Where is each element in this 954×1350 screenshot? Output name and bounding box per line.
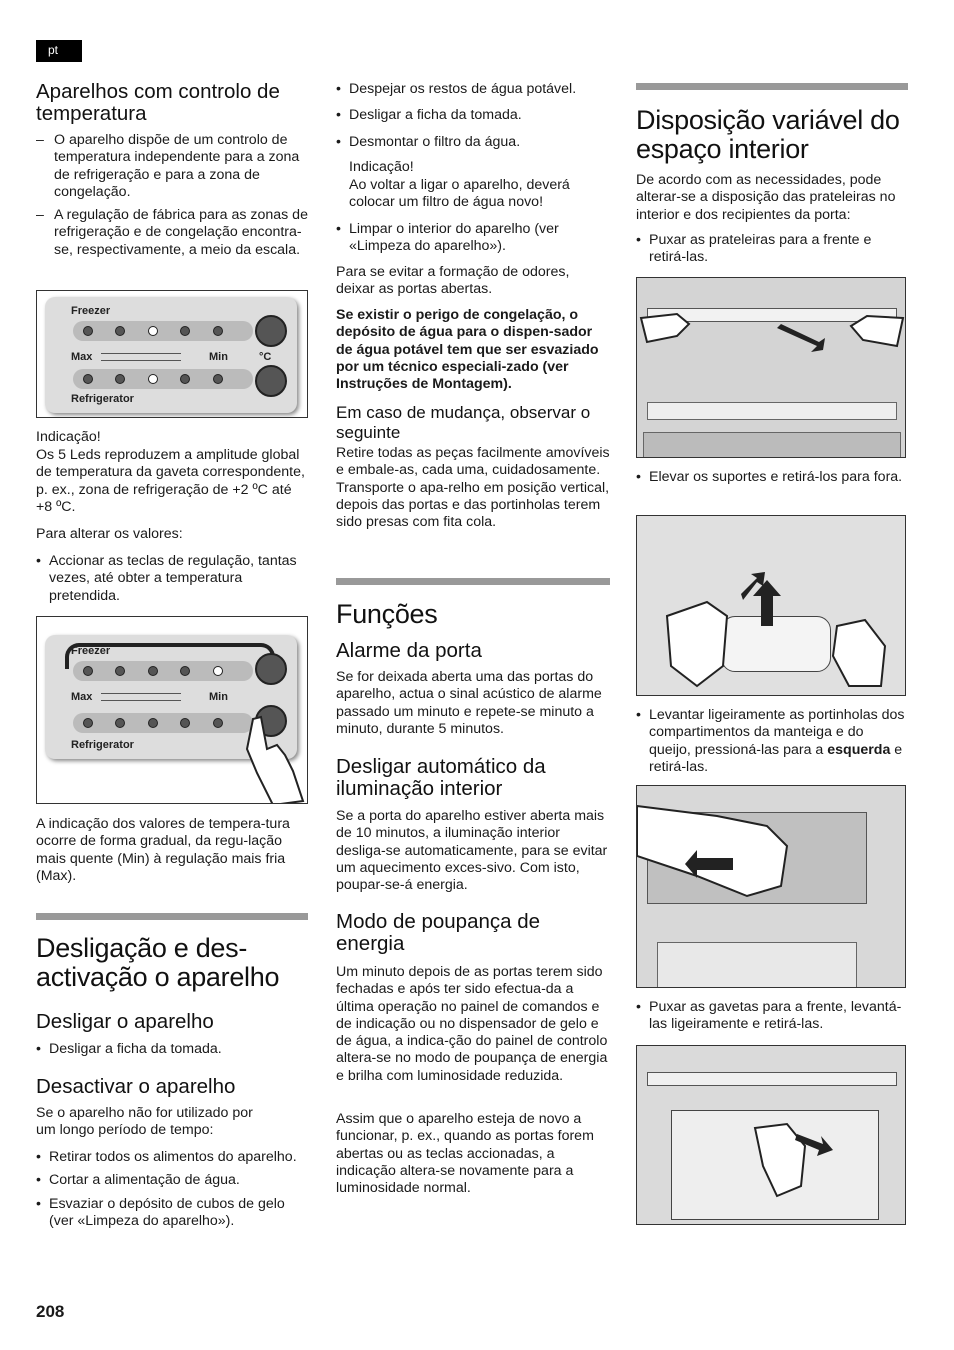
list-item: • Puxar as prateleiras para a frente e retirá-las. bbox=[636, 232, 908, 267]
unit-label: °C bbox=[259, 351, 272, 363]
drawer bbox=[643, 432, 901, 458]
list-item: • Cortar a alimentação de água. bbox=[36, 1172, 308, 1189]
list-item: • Esvaziar o depósito de cubos de gelo (ver «Limpeza do aparelho»). bbox=[36, 1196, 308, 1231]
freezer-adjust-button[interactable] bbox=[255, 315, 287, 347]
led bbox=[213, 374, 223, 384]
led bbox=[83, 374, 93, 384]
heading-auto-light: Desligar automático da iluminação interior bbox=[336, 755, 546, 800]
clean-list bbox=[336, 221, 610, 262]
layout-intro: De acordo com as necessidades, pode alterar-se a disposição das prateleiras no interior e dos recipientes da porta: bbox=[636, 172, 896, 223]
scale-lines bbox=[101, 353, 181, 361]
door-alarm-text: Se for deixada aberta uma das portas do aparelho, actua o sinal acústico de alarme passado um minuto e repete-se minuto a minuto, durante 5 minutos. bbox=[336, 669, 602, 737]
flap-direction: esquerda bbox=[827, 741, 891, 758]
note-title: Indicação! bbox=[36, 429, 101, 445]
flap-list bbox=[636, 707, 908, 782]
list-item: • Accionar as teclas de regulação, tantas vezes, até obter a temperatura pretendida. bbox=[36, 553, 308, 605]
refrigerator-label: Refrigerator bbox=[71, 393, 134, 405]
freezer-label: Freezer bbox=[71, 645, 111, 657]
refrigerator-label: Refrigerator bbox=[71, 739, 134, 751]
flap-text: Levantar ligeiramente as portinholas dos compartimentos da manteiga e do queijo, pressioná-las para a bbox=[649, 707, 905, 758]
max-label: Max bbox=[71, 351, 93, 363]
freezer-label: Freezer bbox=[71, 305, 111, 317]
refrigerator-led-row bbox=[73, 713, 253, 733]
deactivate-text: Se o aparelho não for utilizado por um longo período de tempo: bbox=[36, 1105, 253, 1139]
list-item bbox=[636, 707, 908, 776]
min-label: Min bbox=[209, 691, 228, 703]
list-item: • Puxar as gavetas para a frente, levantá-las ligeiramente e retirá-las. bbox=[636, 999, 908, 1034]
shelf-removal-photo bbox=[636, 277, 906, 458]
control-panel-figure bbox=[36, 290, 308, 418]
before-list bbox=[336, 81, 610, 157]
shelf-list bbox=[636, 232, 908, 273]
section-divider bbox=[36, 913, 308, 920]
page-number: 208 bbox=[36, 1302, 65, 1321]
auto-light-text: Se a porta do aparelho estiver aberta mais de 10 minutos, a iluminação interior desliga-se automaticamente, para se evitar um aquecimento exces-sivo. Com isto, poupar-se-á energia. bbox=[336, 808, 608, 894]
eco-text-1: Um minuto depois de as portas terem sido fechadas e após ter sido efectua-da a última operação no painel de comandos e de indicação ou no dispensador de gelo e de água, a indica-ção do painel de controlo altera-se no modo de poupança de energia e brilha com luminosidade reduzida. bbox=[336, 964, 608, 1084]
heading-deactivate: Desactivar o aparelho bbox=[36, 1075, 236, 1098]
max-label: Max bbox=[71, 691, 93, 703]
led bbox=[213, 718, 223, 728]
support-list bbox=[636, 469, 908, 492]
note-text: Ao voltar a ligar o aparelho, deverá colocar um filtro de água novo! bbox=[349, 177, 570, 211]
lift-arrows-icon bbox=[637, 516, 906, 696]
led-active bbox=[148, 326, 158, 336]
freezer-led-row bbox=[73, 321, 253, 341]
led bbox=[148, 718, 158, 728]
heading-turn-off: Desligar o aparelho bbox=[36, 1010, 214, 1033]
moving-text: Retire todas as peças facilmente amovíveis e embale-as, cada uma, cuidadosamente. Transporte o apa-relho em posição vertical, depois das portas e das portinholas terem sido presas com fita cola. bbox=[336, 445, 610, 531]
deactivate-list bbox=[36, 1149, 308, 1236]
alter-list bbox=[36, 553, 308, 611]
flap-removal-photo bbox=[636, 785, 906, 988]
led bbox=[115, 374, 125, 384]
lower-shelf bbox=[647, 402, 897, 420]
drawer-removal-photo bbox=[636, 1045, 906, 1225]
hand-push-left-icon bbox=[637, 786, 906, 988]
hands-arrow-icon bbox=[637, 306, 906, 366]
alter-intro: Para alterar os valores: bbox=[36, 526, 183, 542]
hand-pull-drawer-icon bbox=[637, 1046, 906, 1225]
led bbox=[83, 718, 93, 728]
freeze-warning: Se existir o perigo de congelação, o depósito de água para o dispen-sador de água potável tem que ser esvaziado por um técnico especiali-zado (ver Instruções de Montagem). bbox=[336, 307, 599, 393]
turn-off-list bbox=[36, 1041, 308, 1064]
list-item: – O aparelho dispõe de um controlo de temperatura independente para a zona de refrigeração e para a zona de congelação. bbox=[36, 132, 308, 201]
heading-moving: Em caso de mudança, observar o seguinte bbox=[336, 403, 591, 442]
list-item: • Despejar os restos de água potável. bbox=[336, 81, 610, 98]
section-divider bbox=[636, 83, 908, 90]
led bbox=[115, 718, 125, 728]
led bbox=[180, 718, 190, 728]
refrigerator-adjust-button[interactable] bbox=[255, 365, 287, 397]
note-text: Os 5 Leds reproduzem a amplitude global de temperatura da gaveta correspondente, p. ex., zona de refrigeração de +2 ºC até +8 ºC. bbox=[36, 447, 305, 515]
min-label: Min bbox=[209, 351, 228, 363]
led-active bbox=[148, 374, 158, 384]
list-item: • Desligar a ficha da tomada. bbox=[336, 107, 610, 124]
gradual-display-text: A indicação dos valores de tempera-tura ocorre de forma gradual, da regu-lação mais quente (Min) à regulação mais fria (Max). bbox=[36, 816, 290, 884]
eco-text-2: Assim que o aparelho esteja de novo a funcionar, p. ex., quando as portas forem abertas ou as teclas accionadas, a indicação altera-se novamente para a luminosidade normal. bbox=[336, 1111, 594, 1197]
language-tag: pt bbox=[36, 40, 82, 62]
led bbox=[213, 326, 223, 336]
cycle-arrow-icon bbox=[65, 643, 275, 669]
heading-functions: Funções bbox=[336, 599, 438, 629]
control-panel bbox=[45, 297, 297, 413]
list-item: • Elevar os suportes e retirá-los para fora. bbox=[636, 469, 908, 486]
led bbox=[180, 374, 190, 384]
control-panel-adjust-figure bbox=[36, 616, 308, 804]
drawer-list bbox=[636, 999, 908, 1040]
list-item: • Desligar a ficha da tomada. bbox=[36, 1041, 308, 1058]
temperature-dash-list bbox=[36, 132, 308, 265]
heading-door-alarm: Alarme da porta bbox=[336, 639, 482, 662]
list-item: • Retirar todos os alimentos do aparelho. bbox=[36, 1149, 308, 1166]
section-divider bbox=[336, 578, 610, 585]
odor-text: Para se evitar a formação de odores, deixar as portas abertas. bbox=[336, 264, 570, 298]
heading-variable-layout: Disposição variável do espaço interior bbox=[636, 105, 900, 164]
support-removal-photo bbox=[636, 515, 906, 696]
led bbox=[115, 326, 125, 336]
led bbox=[83, 326, 93, 336]
led bbox=[180, 326, 190, 336]
heading-switch-off: Desligação e des-activação o aparelho bbox=[36, 933, 280, 992]
list-item: • Desmontar o filtro da água. bbox=[336, 134, 610, 151]
heading-eco-mode: Modo de poupança de energia bbox=[336, 910, 541, 955]
flap-text-end: e retirá-las. bbox=[649, 741, 903, 775]
list-item: • Limpar o interior do aparelho (ver «Limpeza do aparelho»). bbox=[336, 221, 610, 256]
list-item: – A regulação de fábrica para as zonas de refrigeração e de congelação encontra-se, respectivamente, a meio da escala. bbox=[36, 207, 308, 259]
note-title: Indicação! bbox=[349, 159, 414, 175]
heading-temperature-control: Aparelhos com controlo de temperatura bbox=[36, 80, 280, 125]
refrigerator-led-row bbox=[73, 369, 253, 389]
hand-pressing-icon bbox=[233, 709, 308, 804]
scale-lines bbox=[101, 693, 181, 701]
freezer-adjust-button[interactable] bbox=[255, 653, 287, 685]
